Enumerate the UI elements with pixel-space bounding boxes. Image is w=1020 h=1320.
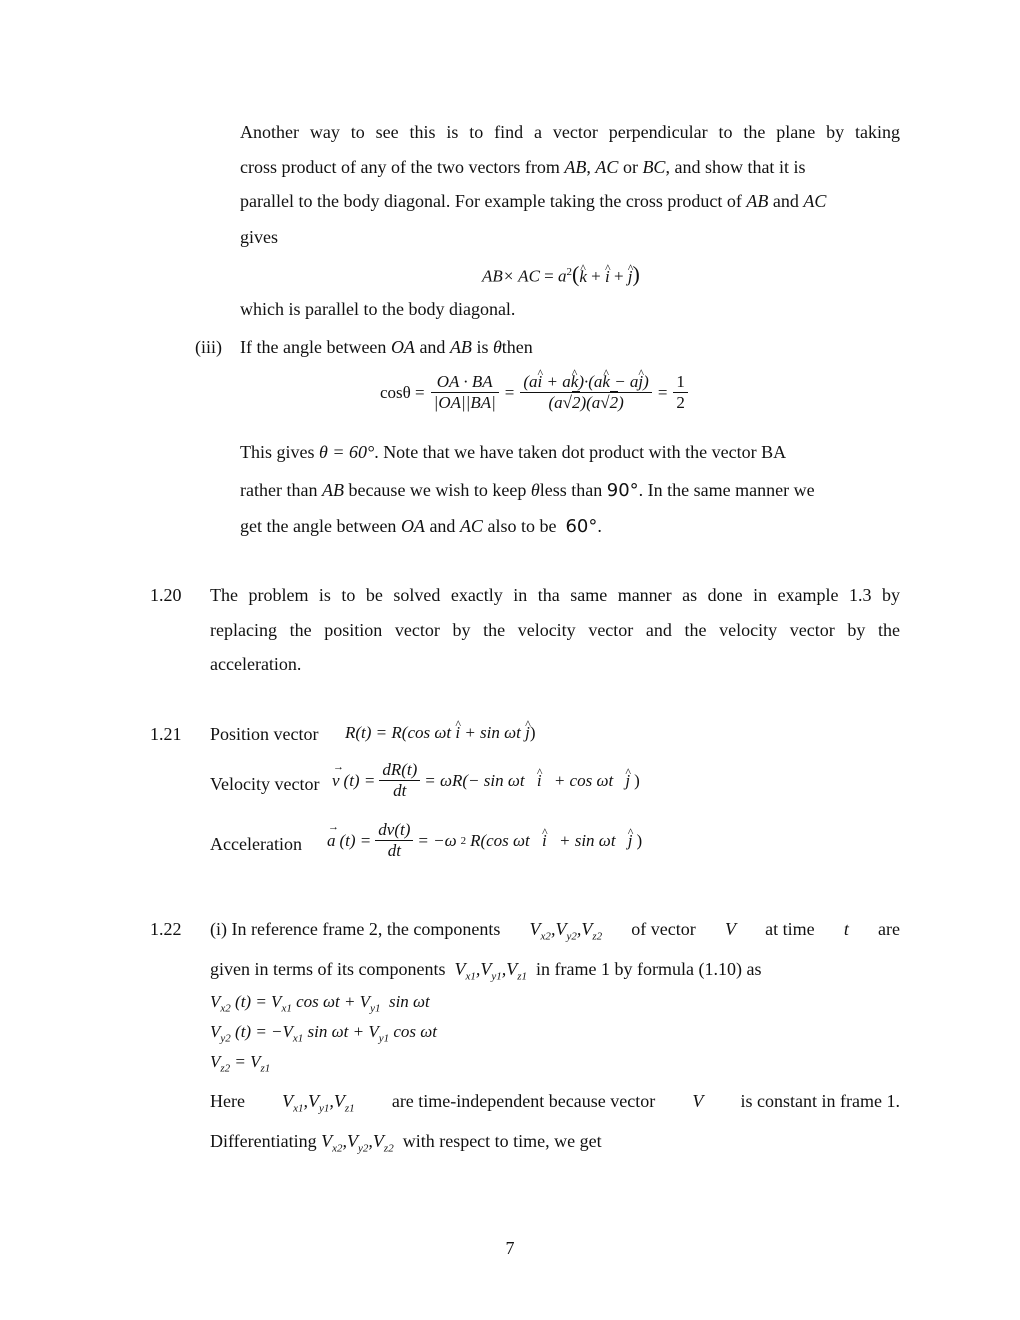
velocity-vector-equation: → v (t) = $\frac{dR(t)}{dt}$ = ωR(− sin ωt ^ i + cos ωt ^ j ): [332, 760, 640, 801]
para-b-line-1: This gives θ = 60°. Note that we have taken dot product with the vector BA: [240, 442, 787, 462]
para-a-line-4: gives: [240, 227, 278, 247]
position-vector-equation: R(t) = R(cos ωt ^ i + sin ωt ^ j): [345, 722, 536, 744]
fraction-oa-ba: $\frac{OA \cdot BA}{|OA||BA|}$: [431, 372, 499, 413]
cos-theta-equation: cosθ = $\frac{OA \cdot BA}{|OA||BA|}$ = $\frac{(a\^{} i + a\^{} k)\cdot(a\^{} k - a\^{} j)}{(a√2)(a√2)}$ = $\frac{1}{2}$: [380, 372, 688, 413]
section-1-22-line-2: given in terms of its components $V_{x1},V_{y1},V_{z1}$ in frame 1 by formula (1.10) as: [210, 959, 762, 983]
page-number: 7: [505, 1238, 515, 1258]
part-iii-label: (iii): [195, 337, 222, 357]
acceleration-label: Acceleration: [210, 834, 302, 854]
para-b-line-2: rather than AB because we wish to keep θless than 90°. In the same manner we: [240, 480, 815, 501]
vy2-equation: $V_{y2}$ $(t) = -V_{x1}$ $\sin \omega t + V_{y1}$ cos ωt: [210, 1022, 437, 1045]
velocity-vector-label: Velocity vector: [210, 774, 320, 794]
cross-product-equation: AB× AC = $a^2(\^{}$ k + ^ i + ^ j): [482, 261, 640, 288]
para-a-line-2: cross product of any of the two vectors from AB, AC or BC, and show that it is: [240, 157, 806, 177]
para-a-line-1: Another way to see this is to find a vector perpendicular to the plane by taking: [240, 122, 900, 142]
section-1-21-number: 1.21: [150, 724, 182, 744]
fraction-one-half: $\frac{1}{2}$: [673, 372, 688, 413]
section-1-20-line-3: acceleration.: [210, 654, 302, 674]
position-vector-label: Position vector: [210, 724, 319, 744]
section-1-20-line-2: replacing the position vector by the velocity vector and the velocity vector by the: [210, 620, 900, 640]
section-1-20-number: 1.20: [150, 585, 182, 605]
acceleration-equation: → a (t) = $\frac{dv(t)}{dt}$ = −ω 2 R(cos ωt ^ i + sin ωt ^ j ): [327, 820, 642, 861]
section-1-22-line-4: Differentiating $V_{x2},V_{y2},V_{z2}$ with respect to time, we get: [210, 1131, 602, 1155]
fraction-vectors: $\frac{(a\^{} i + a\^{} k)\cdot(a\^{} k - a\^{} j)}{(a√2)(a√2)}$: [520, 372, 651, 413]
section-1-22-number: 1.22: [150, 919, 182, 939]
section-1-20-line-1: The problem is to be solved exactly in tha same manner as done in example 1.3 by: [210, 585, 900, 605]
section-1-22-line-3: Here $V_{x1},V_{y1},V_{z1}$ are time-independent because vector V is constant in frame 1.: [210, 1091, 900, 1115]
section-1-22-line-1: (i) In reference frame 2, the components $V_{x2},V_{y2},V_{z2}$ of vector V at time t are: [210, 919, 900, 943]
part-iii-text: If the angle between OA and AB is θthen: [240, 337, 533, 357]
vx2-equation: $V_{x2}$ $(t) = V_{x1}$ $\cos \omega t + V_{y1}$ sin ωt: [210, 992, 430, 1015]
para-a-line-5: which is parallel to the body diagonal.: [240, 299, 516, 319]
vz2-equation: $V_{z2} = V_{z1}$: [210, 1052, 271, 1075]
para-b-line-3: get the angle between OA and AC also to be 60°.: [240, 516, 602, 537]
para-a-line-3: parallel to the body diagonal. For example taking the cross product of AB and AC: [240, 191, 827, 211]
